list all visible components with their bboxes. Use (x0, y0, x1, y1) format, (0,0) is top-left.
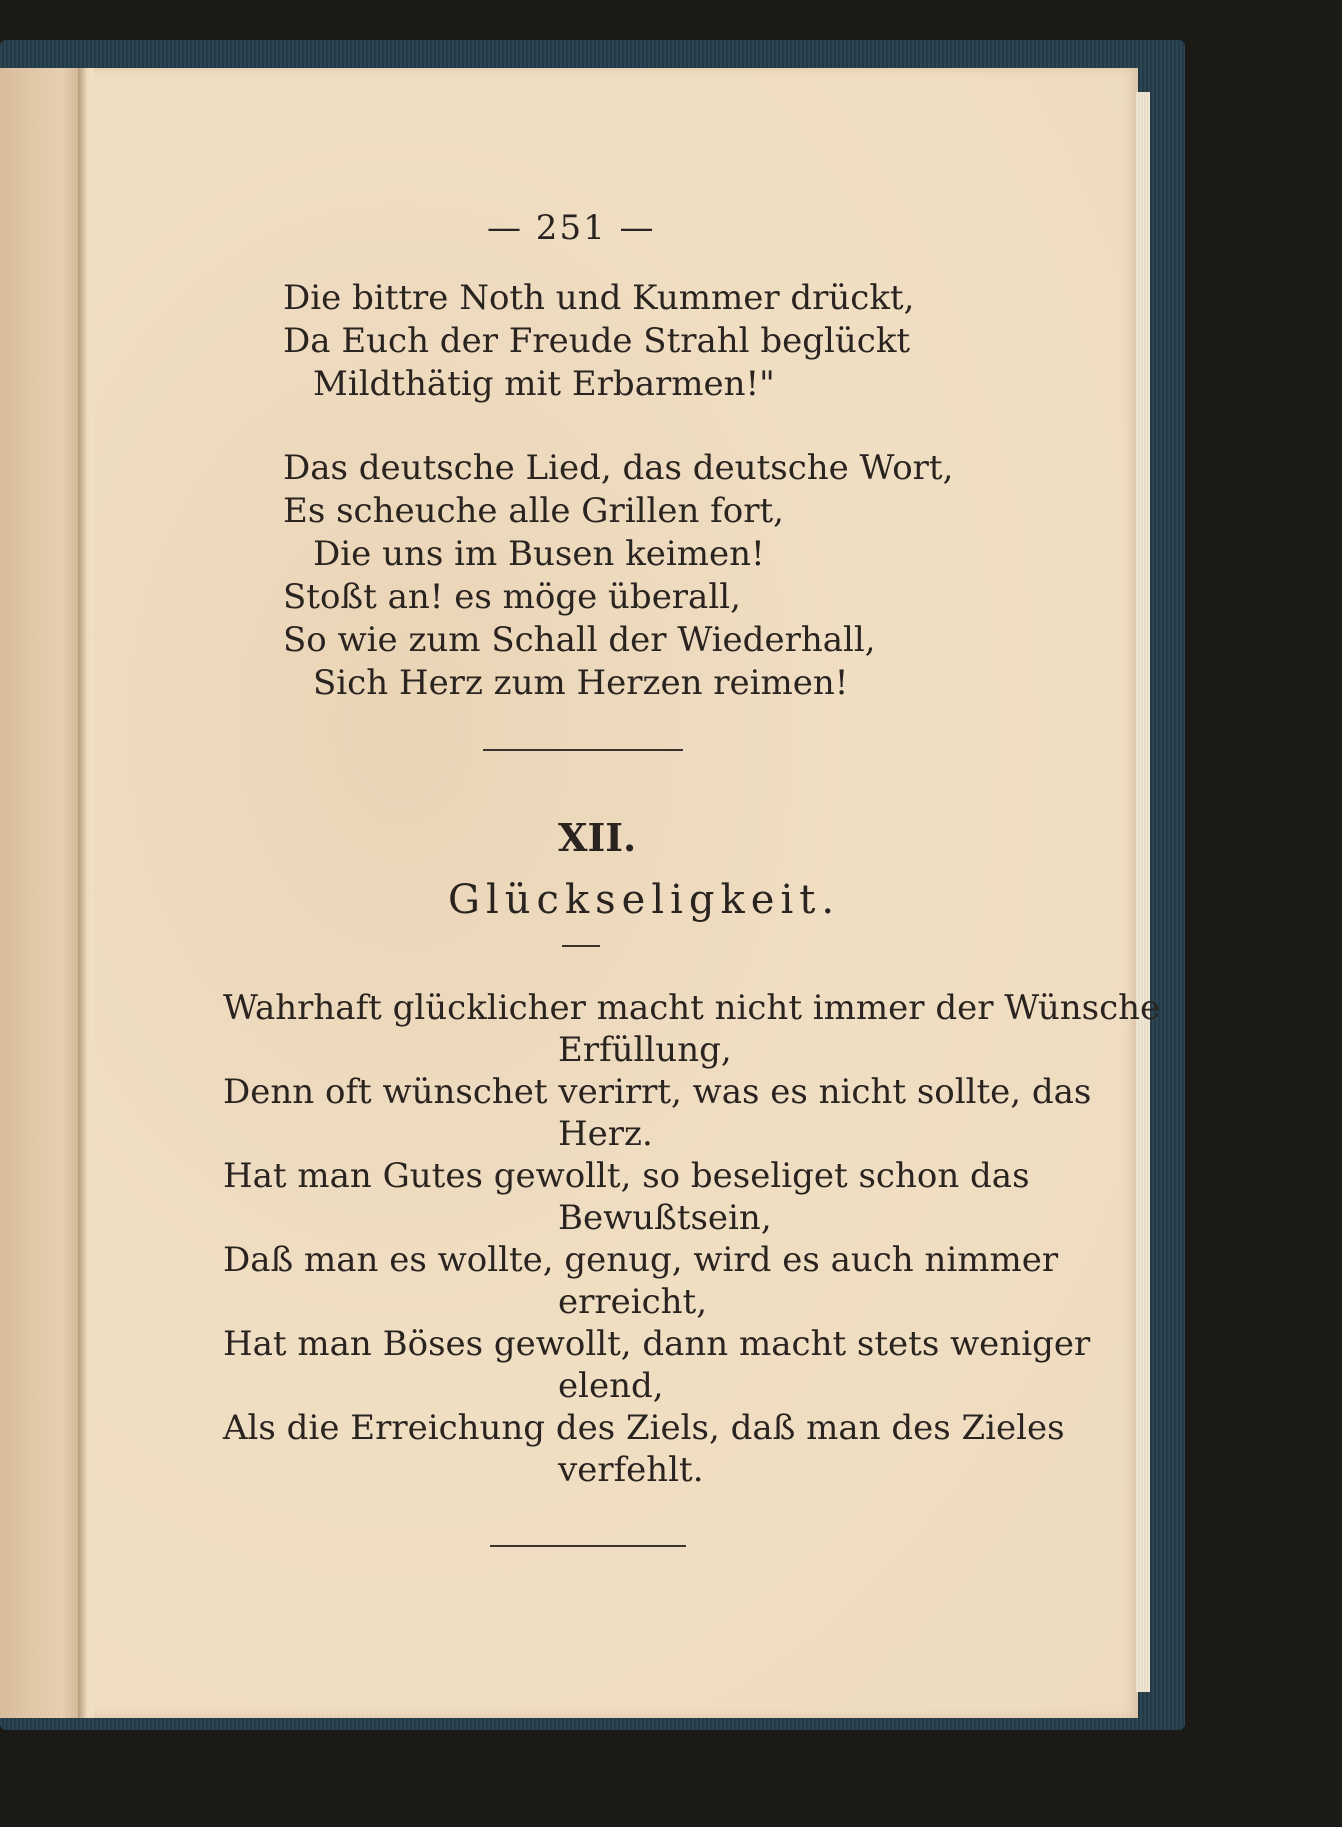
poem-line-3-cont: Bewußtsein, (558, 1198, 772, 1238)
title-divider (562, 945, 600, 947)
stanza-2-line-4: Stoßt an! es möge überall, (283, 577, 741, 617)
section-divider (483, 749, 683, 751)
stanza-1-line-3: Mildthätig mit Erbarmen!" (313, 364, 775, 404)
stanza-1-line-1: Die bittre Noth und Kummer drückt, (283, 278, 915, 318)
stanza-2-line-2: Es scheuche alle Grillen fort, (283, 491, 784, 531)
poem-line-2: Denn oft wünschet verirrt, was es nicht sollte, das (223, 1072, 1092, 1112)
poem-line-2-cont: Herz. (558, 1114, 653, 1154)
poem-line-1-cont: Erfüllung, (558, 1030, 732, 1070)
stanza-2-line-3: Die uns im Busen keimen! (313, 534, 765, 574)
poem-line-4-cont: erreicht, (558, 1282, 708, 1322)
poem-line-1: Wahrhaft glücklicher macht nicht immer der Wünsche (223, 988, 1161, 1028)
poem-title: Glückseligkeit. (448, 877, 841, 923)
stanza-2-line-1: Das deutsche Lied, das deutsche Wort, (283, 448, 954, 488)
poem-line-5: Hat man Böses gewollt, dann macht stets weniger (223, 1324, 1091, 1364)
poem-line-6: Als die Erreichung des Ziels, daß man des Zieles (223, 1408, 1065, 1448)
left-page (0, 68, 88, 1718)
poem-line-3: Hat man Gutes gewollt, so beseliget schon das (223, 1156, 1030, 1196)
poem-line-4: Daß man es wollte, genug, wird es auch nimmer (223, 1240, 1059, 1280)
poem-line-5-cont: elend, (558, 1366, 664, 1406)
stanza-2-line-6: Sich Herz zum Herzen reimen! (313, 663, 849, 703)
stanza-1-line-2: Da Euch der Freude Strahl beglückt (283, 321, 911, 361)
end-divider (490, 1545, 686, 1547)
poem-line-6-cont: verfehlt. (558, 1450, 704, 1490)
stanza-2-line-5: So wie zum Schall der Wiederhall, (283, 620, 876, 660)
page-edges (1136, 92, 1150, 1692)
section-numeral: XII. (558, 815, 637, 860)
page-number: — 251 — (487, 208, 656, 248)
book-gutter (78, 68, 94, 1718)
